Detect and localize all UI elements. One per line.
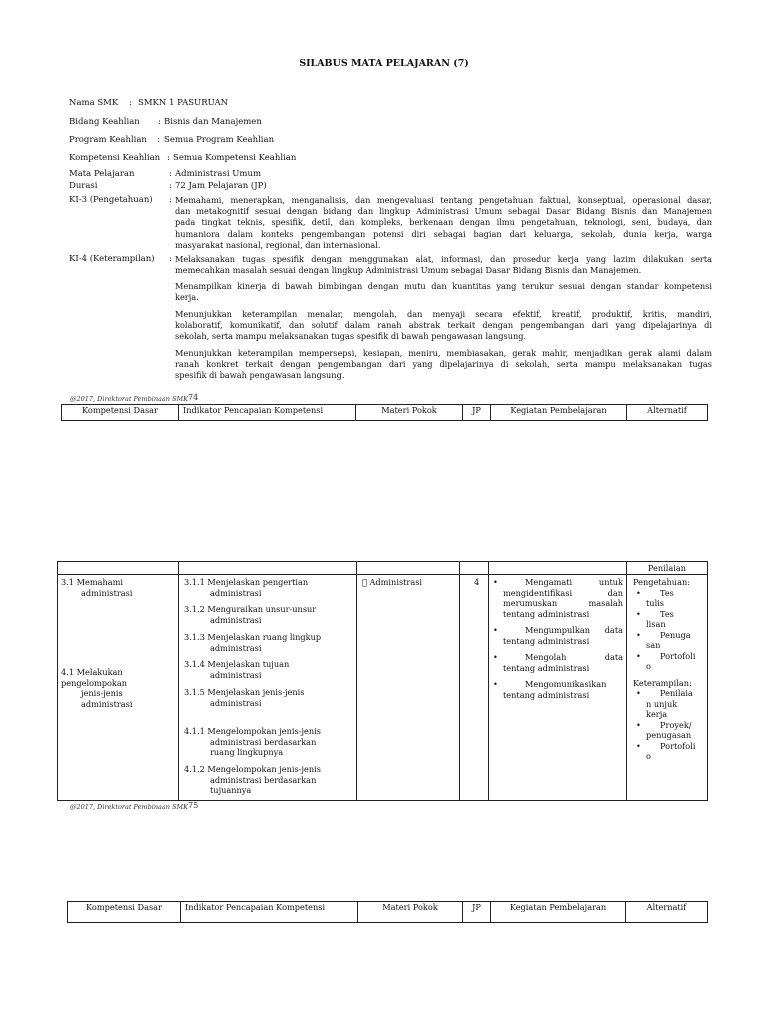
text-line: pengelompokan [61,677,128,688]
text-line: • Mengamati untuk [525,577,623,587]
page-number: 74 [188,393,199,402]
text-line: administrasi [210,669,262,680]
text-line: administrasi berdasarkan [210,774,317,785]
text-line: san [646,640,661,650]
identity-block [69,98,709,198]
meta-value: Administrasi Umum [175,169,262,179]
penilaian-keterampilan-label: Keterampilan: [633,677,692,688]
penilaian-item [646,741,705,762]
header-indikator: Indikator Pencapaian Kompetensi [181,902,358,923]
text-line: 3.1.5 Menjelaskan jenis-jenis [184,687,305,697]
text-line: 3.1 Memahami [61,577,124,587]
meta-label: Mata Pelajaran [69,169,135,179]
ki3-sep: : [169,195,172,205]
meta-value: Semua Program Keahlian [164,135,275,145]
ipk-item [184,726,321,758]
kegiatan-item [503,652,623,673]
penilaian-item [646,688,705,720]
ipk-item [184,577,308,598]
text-line: lisan [646,619,666,629]
text-line: • Mengolah data [525,652,623,662]
materi-pokok-item: Administrasi [362,577,415,587]
penilaian-item [646,588,705,609]
ki4-label: KI-4 (Keterampilan) [69,254,155,264]
header-alternatif: Alternatif [626,902,708,923]
header-kompetensi-dasar: Kompetensi Dasar [68,902,181,923]
text-line: 3.1.4 Menjelaskan tujuan [184,659,290,669]
meta-sep: : [129,98,132,108]
text-line: • Portofoli [660,650,696,661]
ipk-item [184,604,316,625]
text-line: • Penuga [660,629,691,640]
kegiatan-item [503,577,623,619]
meta-value: Bisnis dan Manajemen [164,117,262,127]
text-line: • Penilaia [660,688,693,698]
text-line: jenis-jenis [81,688,123,698]
text-line: tentang administrasi [503,608,590,619]
text-line: tujuannya [210,785,252,795]
ki4-paragraph [175,281,712,303]
meta-sep: : [169,169,172,179]
text-line: ranah konkret terkait dengan pengembangan dari yang dipelajarinya di sekolah, serta mampu melaksanakan tugas [175,359,712,370]
ipk-item [184,632,321,653]
text-line: kerja. [175,292,199,303]
footer-text: @2017, Direktorat Pembinaan SMK [70,395,189,403]
text-line: tentang administrasi [503,662,590,673]
text-line: kolaboratif, komunikatif, dan solutif dalam ranah abstrak terkait dengan pengembangan dari yang dipelajarinya di [175,320,712,331]
text-line: administrasi [210,614,262,625]
text-line: pada tingkat teknis, spesifik, detil, dan kompleks, berkenaan dengan ilmu pengetahuan, teknologi, seni, budaya, dan [175,217,712,228]
penilaian-item [646,651,705,672]
footer-text: @2017, Direktorat Pembinaan SMK [70,803,189,811]
text-line: 4.1 Melakukan [61,667,123,677]
syllabus-header-table [61,404,708,421]
meta-sep: : [167,153,170,163]
text-line: spesifik di bawah pengawasan langsung. [175,370,345,381]
text-line: merumuskan masalah [503,598,623,608]
jp-value: 4 [474,577,480,587]
text-line: Memahami, menerapkan, menganalisis, dan mengevaluasi tentang pengetahuan faktual, konseptual, operasional dasar, [175,195,712,205]
text-line: tentang administrasi [503,635,590,646]
kegiatan-list [503,577,623,700]
text-line: administrasi [210,587,262,598]
text-line: Menunjukkan keterampilan menalar, mengolah, dan menyaji secara efektif, kreatif, produktif, kritis, mandiri, [175,309,712,319]
ipk-item [184,764,321,796]
text-line: dan metakognitif sesuai dengan bidang dan lingkup Administrasi Umum sebagai Dasar Bidang Bisnis dan Manajemen [175,206,712,217]
penilaian-item [646,720,705,741]
text-line: o [646,661,651,671]
text-line: Melaksanakan tugas spesifik dengan menggunakan alat, informasi, dan prosedur kerja yang lazim dilakukan serta [175,254,712,264]
header-kegiatan: Kegiatan Pembelajaran [491,902,626,923]
meta-value: Semua Kompetensi Keahlian [173,153,297,163]
text-line: administrasi berdasarkan [210,736,317,747]
meta-label: Durasi [69,181,98,191]
text-line: • Mengomunikasikan [525,679,607,689]
text-line: administrasi [210,697,262,708]
text-line: n unjuk [646,698,678,709]
penilaian-cell [633,577,705,762]
header-materi: Materi Pokok [356,405,463,421]
header-penilaian: Penilaian [627,562,708,575]
kegiatan-item [503,625,623,646]
text-line: masyarakat nasional, regional, dan internasional. [175,239,381,250]
ki3-text [175,195,712,251]
header-alternatif: Alternatif [627,405,708,421]
text-line: humaniora dalam konteks pengembangan potensi diri sebagai bagian dari keluarga, sekolah, dunia kerja, warga [175,228,712,239]
text-line: tulis [646,598,665,608]
kegiatan-item [503,679,623,700]
meta-value: SMKN 1 PASURUAN [138,98,229,108]
header-jp: JP [463,405,491,421]
text-line: 3.1.1 Menjelaskan pengertian [184,577,309,587]
text-line: kerja [646,709,668,719]
meta-label: Bidang Keahlian [69,117,140,127]
text-line: penugasan [646,730,692,740]
text-line: o [646,751,651,761]
text-line: • Proyek/ [660,719,692,730]
meta-sep: : [157,135,160,145]
ki4-paragraph [175,348,712,382]
syllabus-header-table [67,901,708,923]
page-number: 75 [188,801,199,810]
text-line: Menunjukkan keterampilan mempersepsi, kesiapan, meniru, membiasakan, gerak mahir, menjadikan gerak alami dalam [175,348,712,358]
text-line: tentang administrasi [503,689,590,700]
text-line: mengidentifikasi dan [503,587,623,598]
penilaian-item [646,630,705,651]
ki4-text [175,254,712,276]
text-line: administrasi [81,587,133,598]
text-line: 3.1.2 Menguraikan unsur-unsur [184,604,317,614]
penilaian-pengetahuan-label: Pengetahuan: [633,577,690,587]
ki4-paragraph [175,309,712,343]
header-indikator: Indikator Pencapaian Kompetensi [179,405,356,421]
text-line: Menampilkan kinerja di bawah bimbingan dengan mutu dan kuantitas yang terukur sesuai dengan standar kompetensi [175,281,712,291]
header-materi: Materi Pokok [358,902,463,923]
page-title: SILABUS MATA PELAJARAN (7) [299,58,469,69]
text-line: • Mengumpulkan data [525,625,623,635]
ipk-item [184,659,289,680]
text-line: • Tes [660,587,674,598]
meta-label: Program Keahlian [69,135,147,145]
text-line: • Tes [660,608,674,619]
header-kegiatan: Kegiatan Pembelajaran [491,405,627,421]
text-line: 4.1.2 Mengelompokan jenis-jenis [184,764,321,774]
ipk-item [184,687,304,708]
text-line: 3.1.3 Menjelaskan ruang lingkup [184,632,322,642]
penilaian-item [646,609,705,630]
kd-3-1 [61,577,133,598]
page-footer [70,803,270,815]
header-jp: JP [463,902,491,923]
meta-sep: : [158,117,161,127]
text-line: sekolah, serta mampu melaksanakan tugas spesifik di bawah pengawasan langsung. [175,331,527,342]
header-kompetensi-dasar: Kompetensi Dasar [62,405,179,421]
text-line: • Portofoli [660,740,696,751]
meta-sep: : [169,181,172,191]
text-line: ruang lingkupnya [210,747,284,757]
meta-label: Nama SMK [69,98,119,108]
text-line: administrasi [81,698,133,709]
meta-value: 72 Jam Pelajaran (JP) [175,181,267,191]
text-line: memecahkan masalah sesuai dengan lingkup Administrasi Umum sebagai Dasar Bidang Bisnis dan Manajemen. [175,265,642,276]
meta-label: Kompetensi Keahlian [69,153,161,163]
ki4-sep: : [169,254,172,264]
text-line: administrasi [210,642,262,653]
kd-4-1 [61,667,133,709]
ki3-label: KI-3 (Pengetahuan) [69,195,153,205]
text-line: 4.1.1 Mengelompokan jenis-jenis [184,726,321,736]
